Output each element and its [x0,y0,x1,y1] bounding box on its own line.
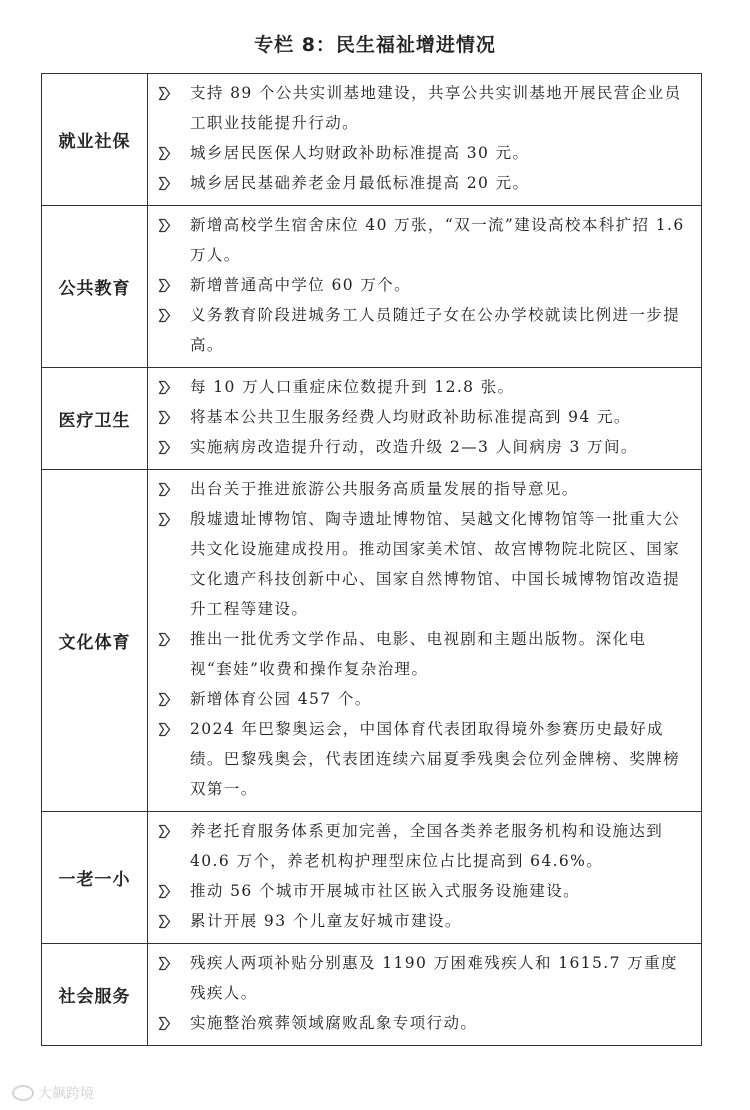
hollow-arrow-right-icon [158,504,190,534]
item-text: 新增高校学生宿舍床位 40 万张，“双一流”建设高校本科扩招 1.6 万人。 [190,216,685,264]
hollow-arrow-right-icon [158,138,190,168]
table-body [42,74,702,1046]
list-item [158,270,689,300]
hollow-arrow-right-icon [158,474,190,504]
item-text: 殷墟遗址博物馆、陶寺遗址博物馆、吴越文化博物馆等一批重大公共文化设施建成投用。推动国家美术馆、故宫博物院北院区、国家文化遗产科技创新中心、国家自然博物馆、中国长城博物馆改造提升工程等建设。 [190,510,681,618]
list-item [158,432,689,462]
table-row [42,74,702,206]
hollow-arrow-right-icon [158,270,190,300]
item-text: 残疾人两项补贴分别惠及 1190 万困难残疾人和 1615.7 万重度残疾人。 [190,954,678,1002]
hollow-arrow-right-icon [158,906,190,936]
items-cell [148,368,702,470]
list-item [158,1008,689,1038]
table-row [42,944,702,1046]
table-row [42,368,702,470]
list-item [158,948,689,1008]
category-label: 一老一小 [42,812,148,944]
page-title: 专栏 8：民生福祉增进情况 [254,34,496,56]
hollow-arrow-right-icon [158,624,190,654]
watermark [12,1083,94,1103]
item-text: 2024 年巴黎奥运会，中国体育代表团取得境外参赛历史最好成绩。巴黎残奥会，代表团连续六届夏季残奥会位列金牌榜、奖牌榜双第一。 [190,720,681,798]
list-item [158,474,689,504]
item-text: 城乡居民基础养老金月最低标准提高 20 元。 [190,174,530,192]
category-label: 公共教育 [42,206,148,368]
items-cell [148,74,702,206]
watermark-logo-icon [12,1085,34,1101]
hollow-arrow-right-icon [158,948,190,978]
hollow-arrow-right-icon [158,684,190,714]
items-cell [148,206,702,368]
hollow-arrow-right-icon [158,168,190,198]
item-text: 新增普通高中学位 60 万个。 [190,276,412,294]
list-item [158,624,689,684]
hollow-arrow-right-icon [158,432,190,462]
item-text: 推出一批优秀文学作品、电影、电视剧和主题出版物。深化电视“套娃”收费和操作复杂治理。 [190,630,647,678]
list-item [158,876,689,906]
hollow-arrow-right-icon [158,876,190,906]
items-cell [148,470,702,812]
item-text: 推动 56 个城市开展城市社区嵌入式服务设施建设。 [190,882,581,900]
hollow-arrow-right-icon [158,210,190,240]
watermark-text: 大飙跨境 [38,1086,94,1102]
item-text: 新增体育公园 457 个。 [190,690,372,708]
item-text: 实施病房改造提升行动，改造升级 2—3 人间病房 3 万间。 [190,438,638,456]
list-item [158,168,689,198]
list-item [158,372,689,402]
list-item [158,138,689,168]
items-cell [148,812,702,944]
hollow-arrow-right-icon [158,402,190,432]
item-text: 义务教育阶段进城务工人员随迁子女在公办学校就读比例进一步提高。 [190,306,681,354]
category-label: 社会服务 [42,944,148,1046]
table-row [42,812,702,944]
list-item [158,210,689,270]
list-item [158,504,689,624]
list-item [158,78,689,138]
list-item [158,714,689,804]
table-row [42,206,702,368]
item-text: 养老托育服务体系更加完善，全国各类养老服务机构和设施达到 40.6 万个，养老机构护理型床位占比提高到 64.6%。 [190,822,664,870]
hollow-arrow-right-icon [158,714,190,744]
list-item [158,300,689,360]
category-label: 文化体育 [42,470,148,812]
hollow-arrow-right-icon [158,78,190,108]
category-label: 医疗卫生 [42,368,148,470]
item-text: 累计开展 93 个儿童友好城市建设。 [190,912,462,930]
item-text: 实施整治殡葬领域腐败乱象专项行动。 [190,1014,478,1032]
item-text: 支持 89 个公共实训基地建设，共享公共实训基地开展民营企业员工职业技能提升行动。 [190,84,682,132]
hollow-arrow-right-icon [158,300,190,330]
list-item [158,906,689,936]
table-row [42,470,702,812]
hollow-arrow-right-icon [158,372,190,402]
items-cell [148,944,702,1046]
list-item [158,684,689,714]
item-text: 每 10 万人口重症床位数提升到 12.8 张。 [190,378,515,396]
hollow-arrow-right-icon [158,1008,190,1038]
item-text: 出台关于推进旅游公共服务高质量发展的指导意见。 [190,480,579,498]
welfare-table [41,73,702,1046]
hollow-arrow-right-icon [158,816,190,846]
list-item [158,402,689,432]
list-item [158,816,689,876]
item-text: 城乡居民医保人均财政补助标准提高 30 元。 [190,144,530,162]
item-text: 将基本公共卫生服务经费人均财政补助标准提高到 94 元。 [190,408,631,426]
category-label: 就业社保 [42,74,148,206]
